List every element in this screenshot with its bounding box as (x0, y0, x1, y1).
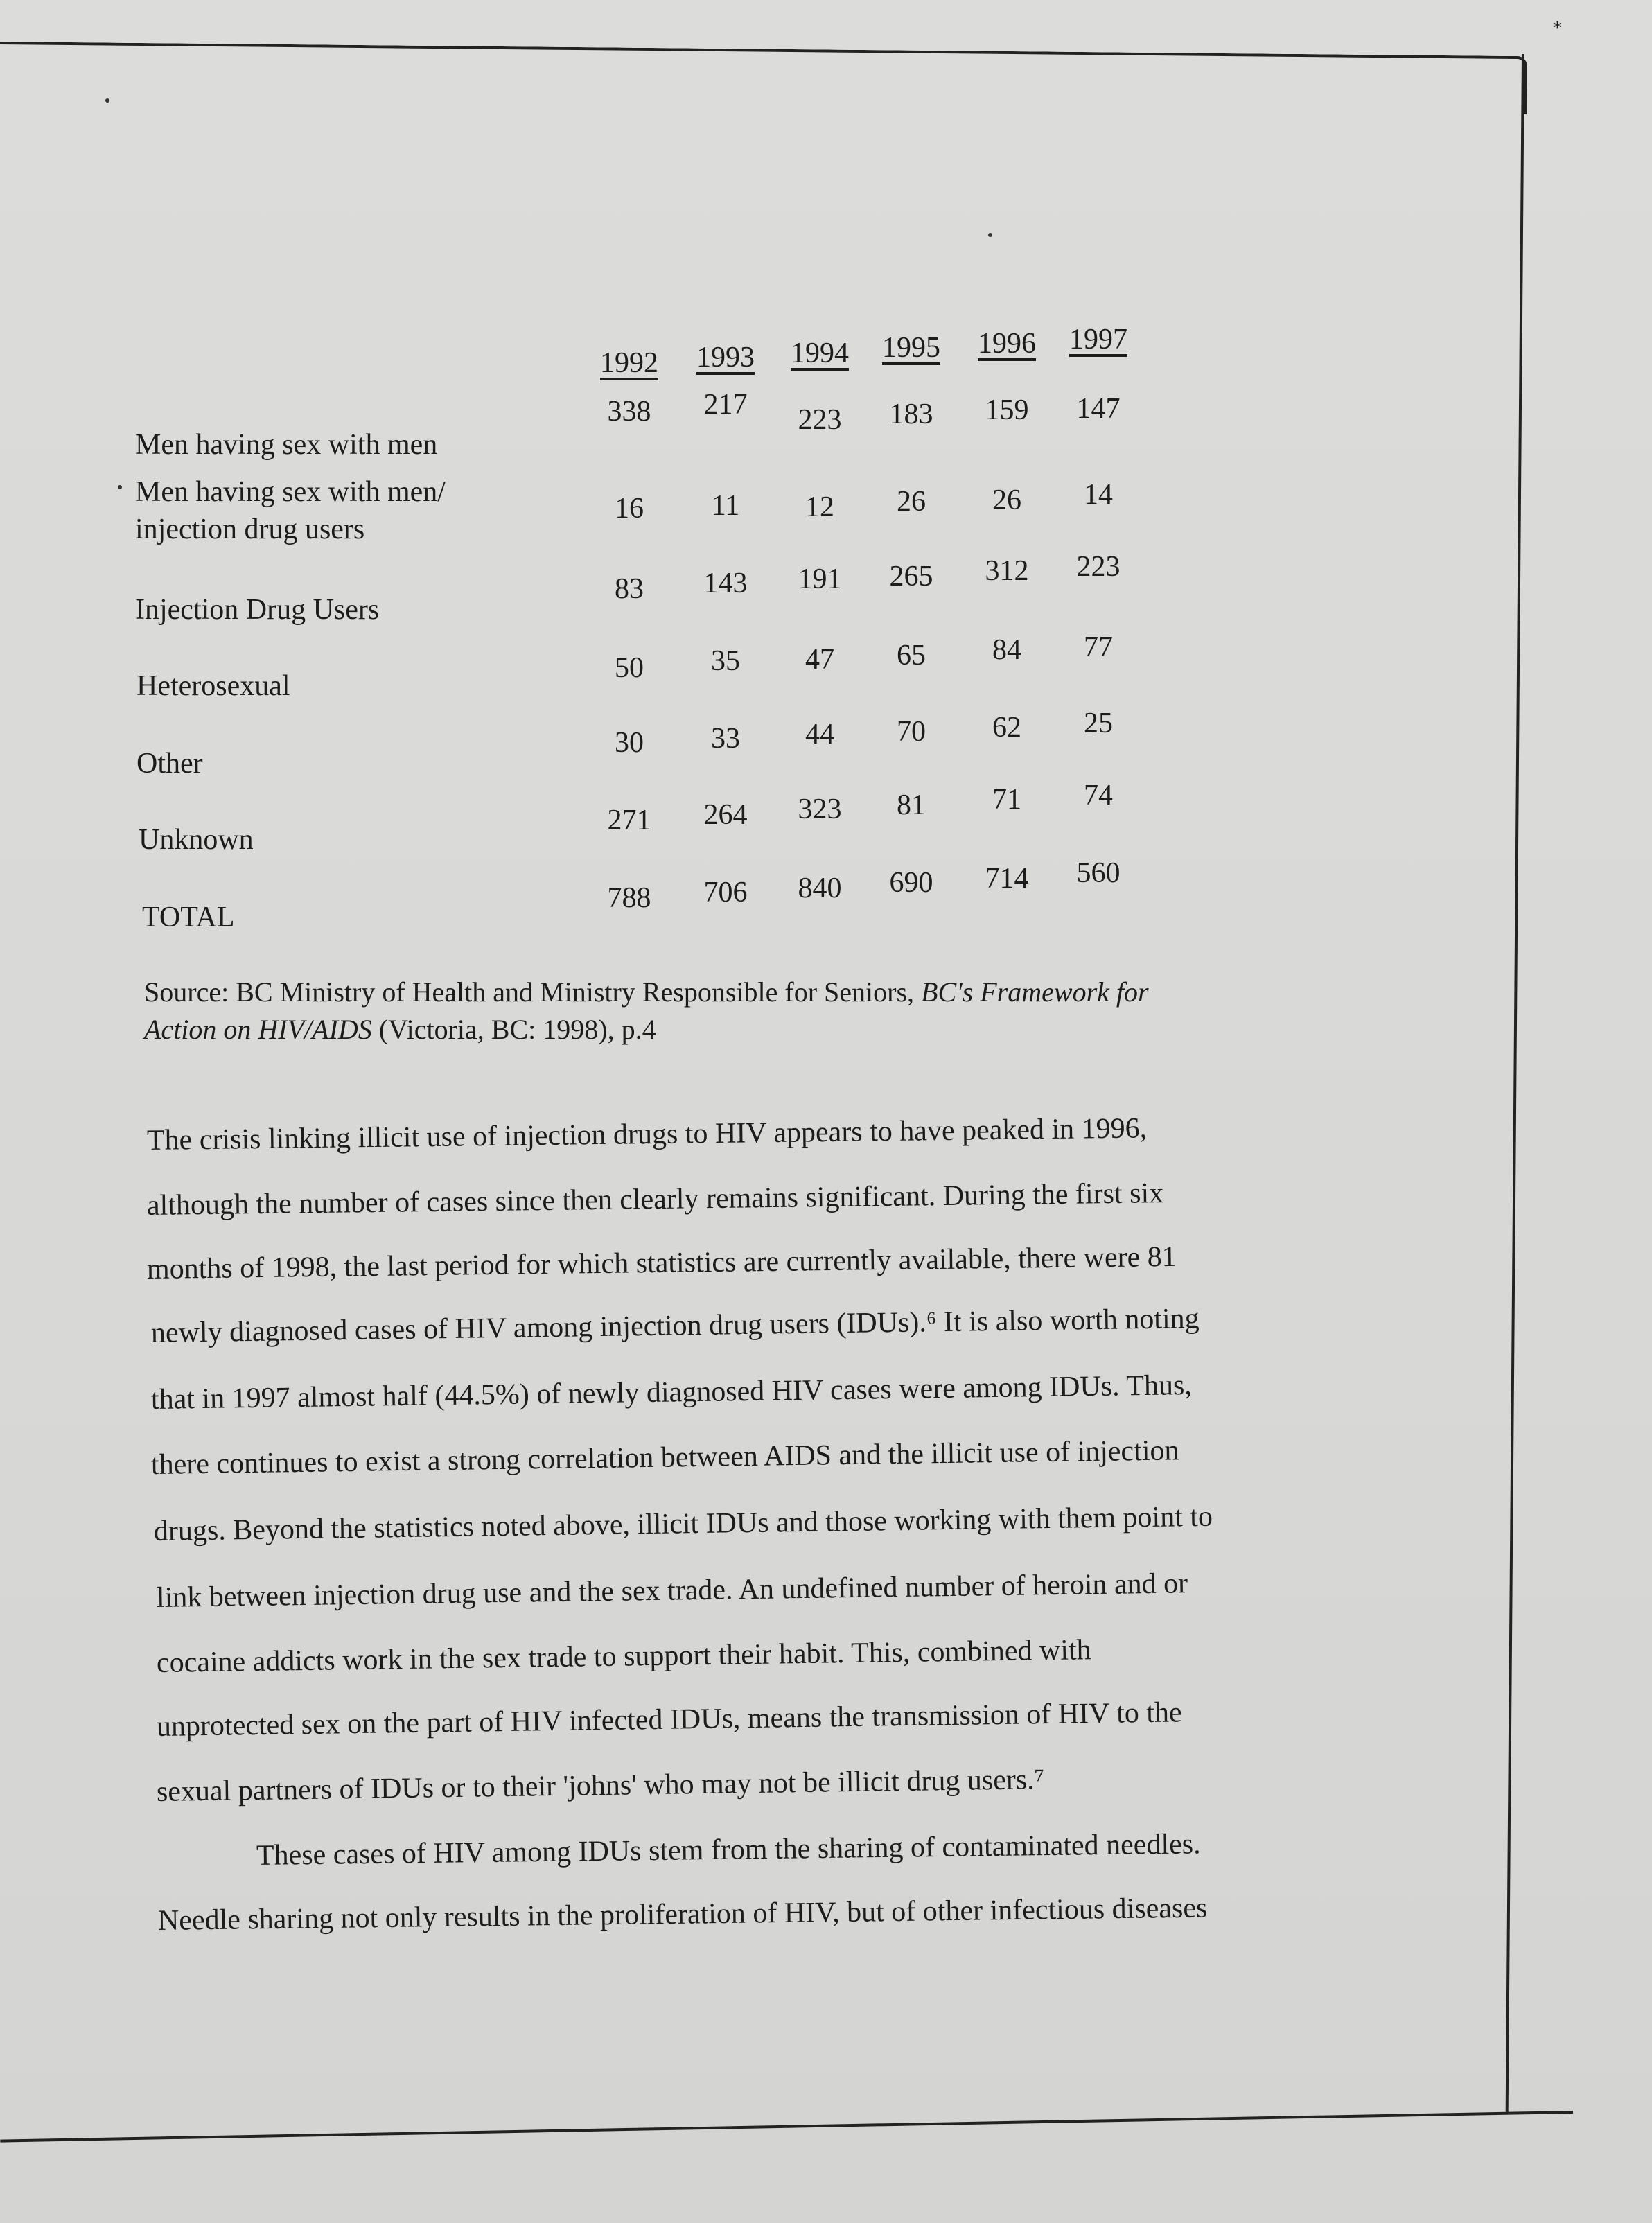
table-cell: 714 (985, 863, 1029, 895)
table-cell: 191 (798, 563, 842, 595)
year-header-1993: 1993 (696, 342, 755, 374)
body-line: sexual partners of IDUs or to their 'johns' who may not be illicit drug users.⁷ (156, 1764, 1045, 1808)
body-line: link between injection drug use and the sex trade. An undefined number of heroin and or (156, 1567, 1188, 1614)
table-cell: 271 (607, 805, 651, 836)
table-cell: 217 (703, 389, 748, 421)
speck (988, 233, 992, 237)
body-line: cocaine addicts work in the sex trade to support their habit. This, combined with (156, 1634, 1091, 1679)
table-cell: 65 (897, 640, 926, 671)
speck (105, 98, 109, 103)
page-border-bottom (0, 2111, 1573, 2143)
table-cell: 312 (985, 555, 1029, 587)
table-cell: 70 (897, 716, 926, 748)
body-line: newly diagnosed cases of HIV among injection drug users (IDUs).⁶ It is also worth noting (150, 1302, 1200, 1349)
table-cell: 183 (889, 398, 933, 430)
page-border-top (0, 42, 1527, 114)
body-line: These cases of HIV among IDUs stem from the sharing of contaminated needles. (256, 1828, 1201, 1872)
table-cell: 840 (798, 872, 842, 904)
table-cell: 788 (607, 882, 651, 914)
table-cell: 26 (897, 486, 926, 518)
row-label-total: TOTAL (142, 902, 235, 933)
table-cell: 338 (607, 396, 651, 428)
table-cell: 706 (703, 877, 748, 908)
row-label-idu: Injection Drug Users (135, 594, 380, 626)
source-title-part2: Action on HIV/AIDS (144, 1014, 372, 1045)
table-cell: 47 (805, 644, 834, 676)
table-cell: 265 (889, 561, 933, 592)
table-cell: 84 (992, 634, 1021, 666)
body-line: that in 1997 almost half (44.5%) of newly diagnosed HIV cases were among IDUs. Thus, (150, 1369, 1193, 1416)
row-label-msm-idu-line2: injection drug users (135, 513, 365, 545)
table-cell: 223 (1076, 551, 1121, 583)
table-cell: 50 (615, 652, 644, 684)
table-cell: 560 (1076, 857, 1121, 889)
year-header-1996: 1996 (978, 328, 1036, 360)
table-cell: 30 (615, 727, 644, 759)
table-cell: 14 (1084, 479, 1113, 511)
body-line: months of 1998, the last period for which statistics are currently available, there were 81 (146, 1240, 1177, 1285)
year-header-1992: 1992 (600, 347, 658, 379)
body-line: drugs. Beyond the statistics noted above, illicit IDUs and those working with them point to (153, 1500, 1213, 1547)
table-cell: 264 (703, 799, 748, 831)
table-cell: 147 (1076, 393, 1121, 425)
table-cell: 26 (992, 484, 1021, 516)
table-cell: 83 (615, 573, 644, 605)
page-mark: * (1552, 17, 1563, 39)
table-cell: 62 (992, 712, 1021, 744)
row-label-heterosexual: Heterosexual (137, 670, 290, 702)
table-cell: 12 (805, 491, 834, 523)
table-cell: 25 (1084, 708, 1113, 739)
year-header-1994: 1994 (791, 337, 849, 369)
table-cell: 323 (798, 793, 842, 825)
table-cell: 81 (897, 789, 926, 821)
body-line: although the number of cases since then clearly remains significant. During the first six (146, 1177, 1164, 1222)
source-suffix: (Victoria, BC: 1998), p.4 (371, 1014, 656, 1045)
source-title-part1: BC's Framework for (921, 976, 1149, 1008)
row-label-other: Other (137, 748, 203, 780)
table-cell: 74 (1084, 780, 1113, 811)
speck (118, 485, 122, 489)
table-cell: 690 (889, 867, 933, 899)
table-cell: 77 (1084, 631, 1113, 663)
source-line-1 (144, 976, 1149, 1008)
table-cell: 223 (798, 404, 842, 436)
table-cell: 11 (711, 490, 740, 522)
source-prefix: Source: BC Ministry of Health and Ministry Responsible for Seniors, (144, 976, 922, 1008)
row-label-unknown: Unknown (139, 824, 254, 856)
body-line: there continues to exist a strong correlation between AIDS and the illicit use of injection (150, 1434, 1179, 1481)
row-label-msm-idu: Men having sex with men/ (135, 476, 446, 508)
row-label-msm: Men having sex with men (135, 429, 438, 461)
table-cell: 44 (805, 719, 834, 750)
year-header-1997: 1997 (1069, 324, 1127, 355)
body-line: Needle sharing not only results in the proliferation of HIV, but of other infectious diseases (157, 1892, 1208, 1937)
source-line-2 (144, 1013, 656, 1046)
body-line: The crisis linking illicit use of injection drugs to HIV appears to have peaked in 1996, (146, 1112, 1148, 1157)
table-cell: 159 (985, 394, 1029, 426)
table-cell: 143 (703, 568, 748, 599)
table-cell: 16 (615, 493, 644, 525)
year-header-1995: 1995 (882, 332, 940, 364)
body-line: unprotected sex on the part of HIV infected IDUs, means the transmission of HIV to the (156, 1696, 1182, 1743)
table-cell: 71 (992, 784, 1021, 816)
table-cell: 35 (711, 645, 740, 677)
table-cell: 33 (711, 723, 740, 755)
page-border-right (1506, 54, 1524, 2112)
